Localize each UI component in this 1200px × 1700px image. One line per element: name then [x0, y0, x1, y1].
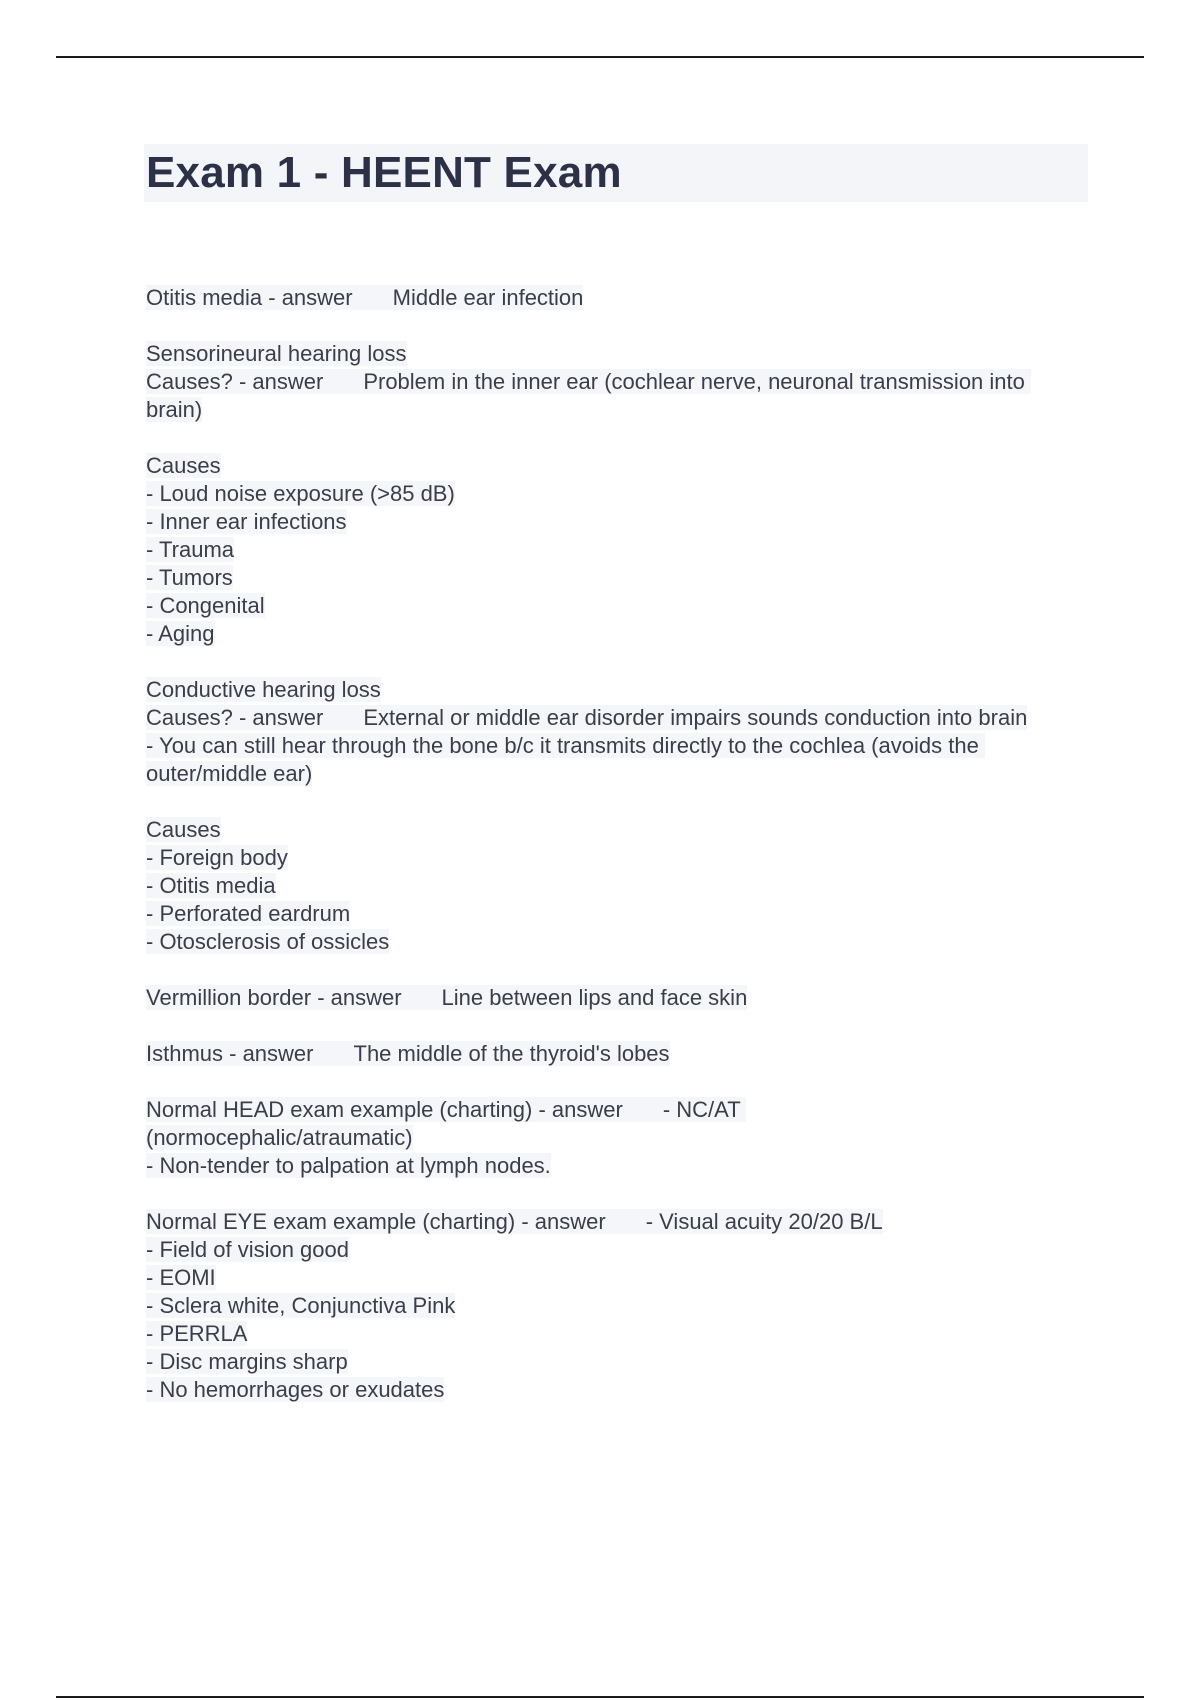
card-question: Otitis media - answer — [146, 285, 353, 310]
card-heading: Causes — [146, 453, 221, 478]
flashcard-conductive — [146, 676, 1066, 788]
card-question: Causes? - answer — [146, 705, 324, 730]
list-item: - Loud noise exposure (>85 dB) — [146, 481, 455, 506]
top-rule — [56, 56, 1144, 58]
list-item: - Congenital — [146, 593, 265, 618]
list-item: - Otitis media — [146, 873, 276, 898]
card-answer: Middle ear infection — [392, 285, 584, 310]
list-item: - Perforated eardrum — [146, 901, 351, 926]
card-question: Vermillion border - answer — [146, 985, 402, 1010]
list-item: - Otosclerosis of ossicles — [146, 929, 390, 954]
card-extra: - You can still hear through the bone b/c it transmits directly to the cochlea (avoids the outer/middle ear) — [146, 733, 985, 786]
card-answer: External or middle ear disorder impairs sounds conduction into brain — [363, 705, 1028, 730]
card-answer: - Visual acuity 20/20 B/L — [645, 1209, 883, 1234]
card-prefix: Sensorineural hearing loss — [146, 341, 407, 366]
card-question: Isthmus - answer — [146, 1041, 314, 1066]
card-heading: Causes — [146, 817, 221, 842]
list-item: - Non-tender to palpation at lymph nodes. — [146, 1153, 551, 1178]
list-item: - Inner ear infections — [146, 509, 347, 534]
card-answer: Line between lips and face skin — [441, 985, 748, 1010]
list-item: - PERRLA — [146, 1321, 248, 1346]
list-item: - Aging — [146, 621, 215, 646]
flashcard-sensorineural — [146, 340, 1066, 424]
card-answer: - NC/AT (normocephalic/atraumatic) — [146, 1097, 747, 1150]
card-question: Causes? - answer — [146, 369, 324, 394]
list-item: - Tumors — [146, 565, 233, 590]
card-question: Normal EYE exam example (charting) - answer — [146, 1209, 606, 1234]
flashcard-eye-exam — [146, 1208, 1066, 1404]
flashcard-sensorineural-causes — [146, 452, 1066, 648]
flashcard-otitis-media — [146, 284, 1066, 312]
flashcard-list — [146, 284, 1066, 1432]
card-question: Normal HEAD exam example (charting) - answer — [146, 1097, 623, 1122]
card-answer: Problem in the inner ear (cochlear nerve, neuronal transmission into brain) — [146, 369, 1031, 422]
flashcard-vermillion-border — [146, 984, 1066, 1012]
card-prefix: Conductive hearing loss — [146, 677, 381, 702]
list-item: - Foreign body — [146, 845, 288, 870]
flashcard-conductive-causes — [146, 816, 1066, 956]
list-item: - No hemorrhages or exudates — [146, 1377, 445, 1402]
list-item: - EOMI — [146, 1265, 216, 1290]
list-item: - Sclera white, Conjunctiva Pink — [146, 1293, 456, 1318]
list-item: - Disc margins sharp — [146, 1349, 348, 1374]
flashcard-isthmus — [146, 1040, 1066, 1068]
card-answer: The middle of the thyroid's lobes — [353, 1041, 670, 1066]
bottom-rule — [56, 1696, 1144, 1698]
list-item: - Trauma — [146, 537, 235, 562]
list-item: - Field of vision good — [146, 1237, 349, 1262]
flashcard-head-exam — [146, 1096, 806, 1180]
page-title: Exam 1 - HEENT Exam — [146, 148, 622, 197]
